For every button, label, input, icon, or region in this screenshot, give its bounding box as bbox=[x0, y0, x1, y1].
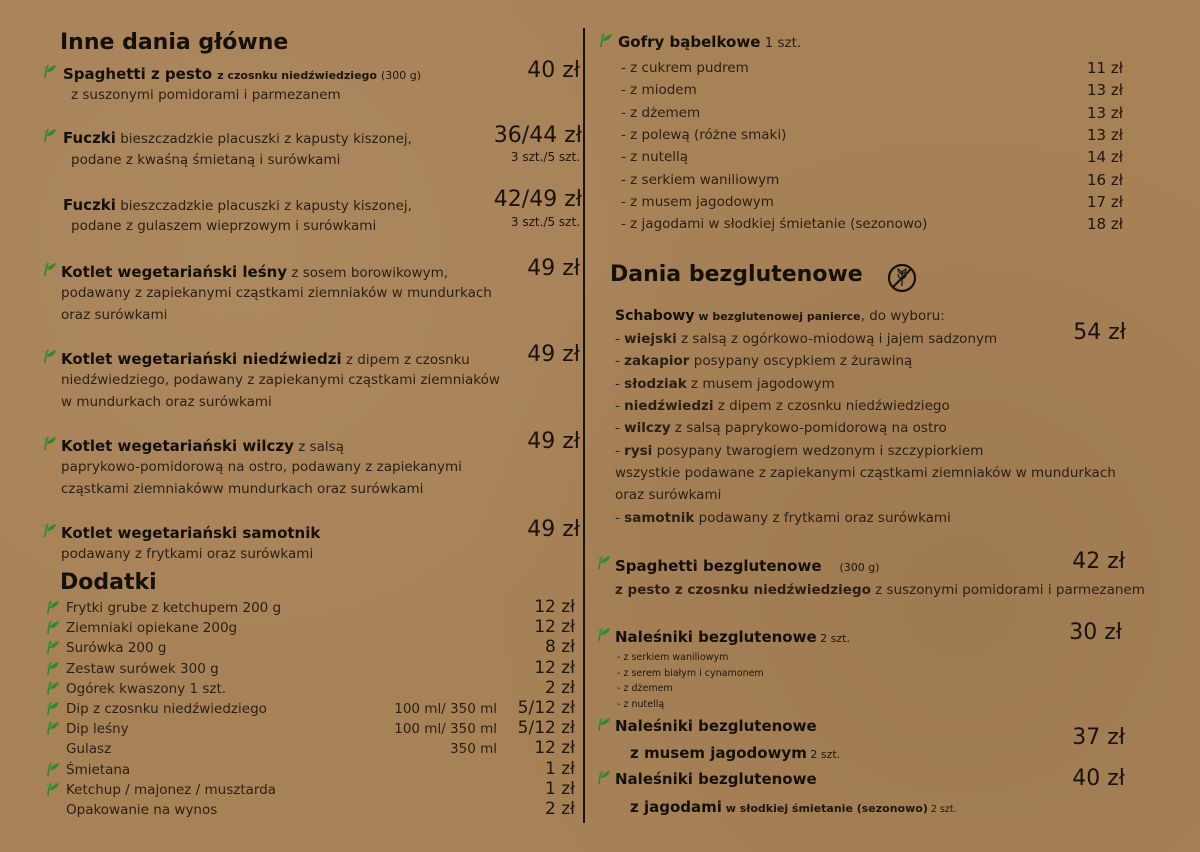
leaf-icon bbox=[598, 32, 614, 48]
waffle-price: 13 zł bbox=[1087, 125, 1123, 144]
leaf-icon bbox=[42, 127, 58, 143]
schabowy-option: - wilczy z salsą paprykowo-pomidorową na ostro bbox=[615, 420, 947, 437]
side-item-price: 1 zł bbox=[545, 778, 575, 799]
menu-item-title: Kotlet wegetariański leśny z sosem borowikowym, bbox=[61, 263, 449, 281]
leaf-icon bbox=[42, 261, 58, 277]
side-item-name: Ziemniaki opiekane 200g bbox=[66, 620, 238, 637]
pancakes-blueberry-price: 37 zł bbox=[1072, 725, 1125, 750]
side-item-price: 2 zł bbox=[545, 799, 575, 819]
menu-item-desc: podawany z frytkami oraz surówkami bbox=[61, 546, 314, 562]
pancakes-berries-sub: z jagodami w słodkiej śmietanie (sezonowo) 2 szt. bbox=[630, 798, 957, 816]
schabowy-option: - samotnik podawany z frytkami oraz surówkami bbox=[615, 510, 951, 526]
side-item-name: Gulasz bbox=[66, 741, 112, 758]
menu-item-desc: z suszonymi pomidorami i parmezanem bbox=[71, 87, 341, 103]
menu-item-title: Kotlet wegetariański niedźwiedzi z dipem z czosnku bbox=[61, 350, 470, 368]
menu-item-desc: paprykowo-pomidorową na ostro, podawany z zapiekanymi bbox=[61, 459, 462, 475]
pancakes-berries-title: Naleśniki bezglutenowe bbox=[615, 770, 817, 788]
side-item-size: 100 ml/ 350 ml bbox=[394, 701, 497, 717]
menu-item-title: Fuczki bieszczadzkie placuszki z kapusty kiszonej, bbox=[63, 196, 412, 214]
menu-item-desc: niedźwiedziego, podawany z zapiekanymi cząstkami ziemniaków bbox=[61, 372, 500, 388]
side-item-size: 350 ml bbox=[450, 741, 497, 758]
waffles-title: Gofry bąbelkowe 1 szt. bbox=[618, 33, 802, 51]
schabowy-option: - niedźwiedzi z dipem z czosnku niedźwiedziego bbox=[615, 397, 950, 414]
waffle-price: 14 zł bbox=[1087, 148, 1123, 167]
menu-item-desc: oraz surówkami bbox=[61, 307, 168, 323]
menu-item-title: Kotlet wegetariański samotnik bbox=[61, 524, 321, 542]
side-item-price: 12 zł bbox=[534, 657, 575, 678]
waffle-option: - z miodem bbox=[621, 82, 697, 99]
menu-item-price: 40 zł bbox=[527, 58, 580, 83]
menu-item-desc: podane z gulaszem wieprzowym i surówkami bbox=[71, 218, 377, 234]
side-item-price: 5/12 zł bbox=[517, 718, 575, 739]
waffle-option: - z musem jagodowym bbox=[621, 193, 774, 210]
section-title-main: Inne dania główne bbox=[60, 30, 289, 55]
leaf-icon bbox=[45, 700, 61, 716]
gluten-free-icon bbox=[886, 262, 918, 294]
side-item-name: Zestaw surówek 300 g bbox=[66, 660, 219, 677]
leaf-icon bbox=[42, 435, 58, 451]
menu-item-price: 49 zł bbox=[527, 429, 580, 454]
side-item-price: 8 zł bbox=[545, 637, 575, 658]
schabowy-option: - słodziak z musem jagodowym bbox=[615, 375, 835, 392]
leaf-icon bbox=[45, 639, 61, 655]
leaf-icon bbox=[45, 680, 61, 696]
schabowy-option: - wiejski z salsą z ogórkowo-miodową i jajem sadzonym bbox=[615, 331, 998, 347]
menu-item-qty: 3 szt./5 szt. bbox=[510, 215, 580, 229]
leaf-icon bbox=[42, 348, 58, 364]
leaf-icon bbox=[596, 554, 612, 570]
section-title-gluten-free: Dania bezglutenowe bbox=[610, 262, 863, 287]
schabowy-note: oraz surówkami bbox=[615, 487, 722, 503]
waffle-price: 13 zł bbox=[1087, 103, 1123, 122]
pancakes-gf-price: 30 zł bbox=[1069, 620, 1122, 645]
side-item-price: 12 zł bbox=[534, 738, 575, 759]
side-item-name: Śmietana bbox=[66, 761, 131, 778]
side-item-name: Dip z czosnku niedźwiedziego bbox=[66, 701, 267, 717]
leaf-icon bbox=[45, 720, 61, 736]
schabowy-option: - zakapior posypany oscypkiem z żurawiną bbox=[615, 353, 913, 370]
leaf-icon bbox=[596, 716, 612, 732]
spaghetti-gf-desc: z pesto z czosnku niedźwiedziego z suszonymi pomidorami i parmezanem bbox=[615, 582, 1145, 598]
spaghetti-gf-price: 42 zł bbox=[1072, 549, 1125, 574]
leaf-icon bbox=[596, 769, 612, 785]
waffle-option: - z serkiem waniliowym bbox=[621, 171, 780, 188]
waffle-price: 16 zł bbox=[1087, 170, 1123, 189]
menu-item-title: Spaghetti z pesto z czosnku niedźwiedziego (300 g) bbox=[63, 65, 422, 83]
waffle-price: 18 zł bbox=[1087, 215, 1123, 234]
waffle-option: - z cukrem pudrem bbox=[621, 60, 749, 76]
waffle-option: - z jagodami w słodkiej śmietanie (sezonowo) bbox=[621, 216, 928, 233]
leaf-icon bbox=[45, 761, 61, 777]
side-item-name: Ketchup / majonez / musztarda bbox=[66, 781, 277, 798]
leaf-icon bbox=[42, 522, 58, 538]
leaf-icon bbox=[596, 626, 612, 642]
pancakes-blueberry-sub: z musem jagodowym 2 szt. bbox=[630, 744, 841, 762]
waffle-price: 17 zł bbox=[1087, 192, 1123, 211]
menu-item-title: Kotlet wegetariański wilczy z salsą bbox=[61, 437, 344, 455]
schabowy-title: Schabowy w bezglutenowej panierce, do wyboru: bbox=[615, 308, 945, 324]
menu-item-desc: cząstkami ziemniakóww mundurkach oraz surówkami bbox=[61, 481, 424, 497]
waffle-price: 13 zł bbox=[1087, 81, 1123, 100]
menu-item-price: 49 zł bbox=[527, 342, 580, 367]
pancakes-berries-price: 40 zł bbox=[1072, 766, 1125, 791]
spaghetti-gf-title: Spaghetti bezglutenowe (300 g) bbox=[615, 557, 880, 575]
menu-item-price: 49 zł bbox=[527, 256, 580, 281]
leaf-icon bbox=[45, 660, 61, 676]
menu-item-price: 49 zł bbox=[527, 517, 580, 542]
menu-item-title: Fuczki bieszczadzkie placuszki z kapusty kiszonej, bbox=[63, 129, 412, 147]
side-item-name: Surówka 200 g bbox=[66, 640, 167, 657]
side-item-size: 100 ml/ 350 ml bbox=[394, 721, 497, 738]
side-item-name: Frytki grube z ketchupem 200 g bbox=[66, 600, 282, 616]
pancake-option: - z serkiem waniliowym bbox=[617, 652, 729, 663]
waffle-price: 11 zł bbox=[1087, 59, 1123, 77]
side-item-price: 1 zł bbox=[545, 758, 575, 779]
leaf-icon bbox=[45, 781, 61, 797]
menu-item-desc: podawany z zapiekanymi cząstkami ziemniaków w mundurkach bbox=[61, 285, 492, 301]
menu-item-desc: podane z kwaśną śmietaną i surówkami bbox=[71, 152, 341, 168]
side-item-price: 5/12 zł bbox=[517, 698, 575, 718]
leaf-icon bbox=[42, 63, 58, 79]
side-item-name: Dip leśny bbox=[66, 721, 129, 738]
pancake-option: - z dżemem bbox=[617, 683, 673, 694]
waffle-option: - z dżemem bbox=[621, 104, 701, 121]
side-item-price: 12 zł bbox=[534, 597, 575, 617]
waffle-option: - z nutellą bbox=[621, 149, 689, 166]
waffle-option: - z polewą (różne smaki) bbox=[621, 126, 787, 143]
menu-item-desc: w mundurkach oraz surówkami bbox=[61, 394, 272, 410]
pancakes-gf-title: Naleśniki bezglutenowe 2 szt. bbox=[615, 628, 850, 646]
section-title-sides: Dodatki bbox=[60, 570, 157, 595]
schabowy-option: - rysi posypany twarogiem wedzonym i szczypiorkiem bbox=[615, 442, 984, 459]
menu-item-qty: 3 szt./5 szt. bbox=[510, 150, 580, 164]
side-item-name: Opakowanie na wynos bbox=[66, 802, 218, 818]
menu-item-price: 42/49 zł bbox=[493, 187, 582, 212]
leaf-icon bbox=[45, 619, 61, 635]
side-item-name: Ogórek kwaszony 1 szt. bbox=[66, 680, 227, 697]
schabowy-note: wszystkie podawane z zapiekanymi cząstkami ziemniaków w mundurkach bbox=[615, 465, 1116, 481]
pancakes-blueberry-title: Naleśniki bezglutenowe bbox=[615, 717, 817, 735]
pancake-option: - z serem białym i cynamonem bbox=[617, 667, 764, 679]
menu-item-price: 36/44 zł bbox=[493, 123, 582, 148]
side-item-price: 2 zł bbox=[545, 677, 575, 698]
schabowy-price: 54 zł bbox=[1073, 320, 1126, 345]
column-divider bbox=[583, 28, 585, 823]
leaf-icon bbox=[45, 599, 61, 615]
side-item-price: 12 zł bbox=[534, 617, 575, 638]
pancake-option: - z nutellą bbox=[617, 698, 665, 710]
